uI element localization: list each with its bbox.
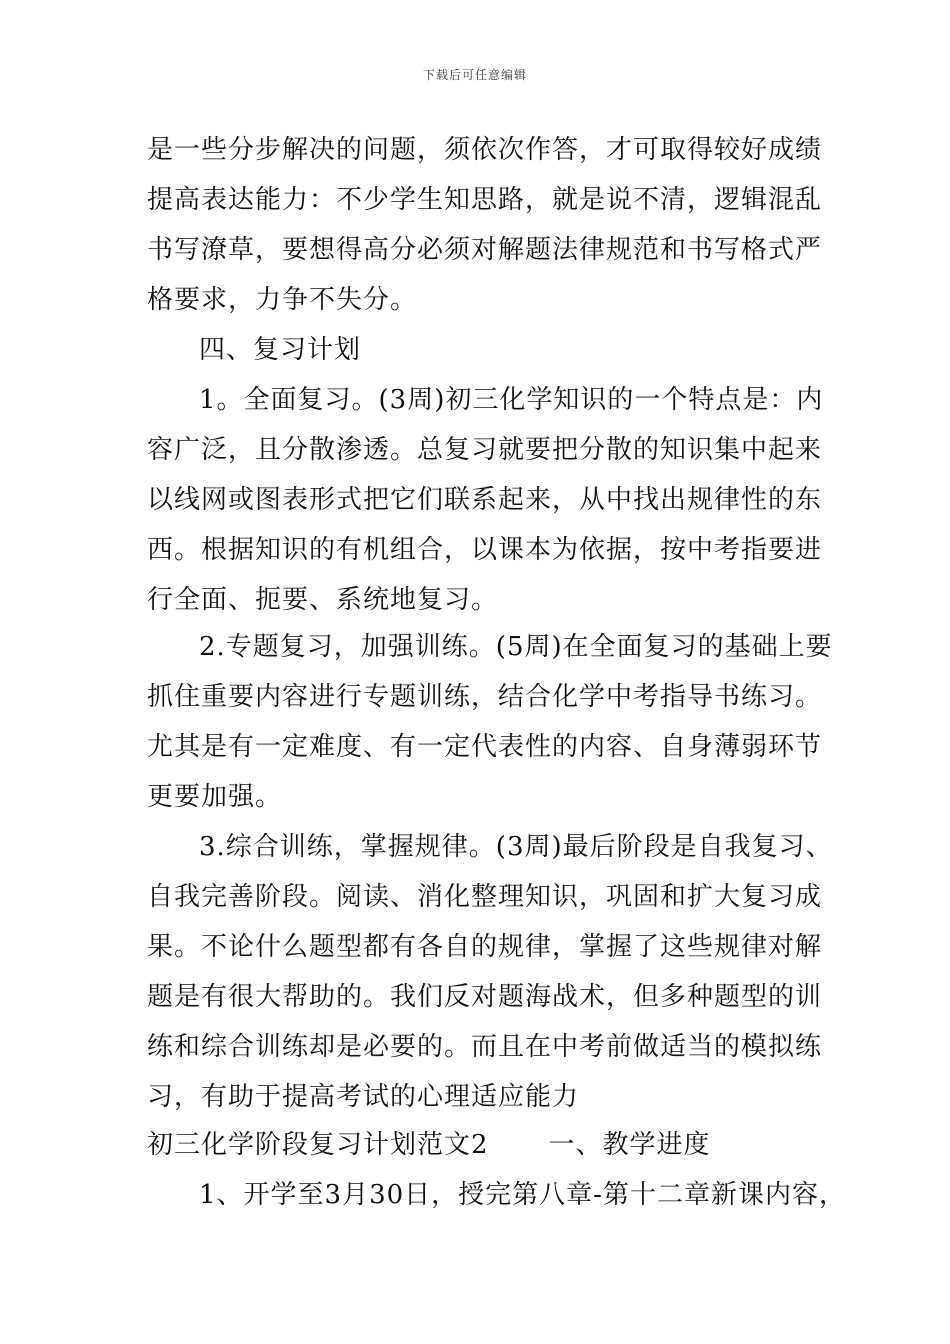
document-title: 初三化学阶段复习计划范文2 xyxy=(147,1130,489,1160)
body-line-last: 1、开学至3月30日，授完第八章-第十二章新课内容， xyxy=(199,1180,846,1210)
body-line-13: 尤其是有一定难度、有一定代表性的内容、自身薄弱环节 xyxy=(147,732,823,762)
body-line-19: 练和综合训练却是必要的。而且在中考前做适当的模拟练 xyxy=(147,1032,823,1062)
body-line-11: 2.专题复习，加强训练。(5周)在全面复习的基础上要 xyxy=(199,632,833,662)
page-header: 下载后可任意编辑 xyxy=(422,68,527,82)
document-title-line xyxy=(147,1130,711,1160)
body-line-20: 习，有助于提高考试的心理适应能力 xyxy=(147,1082,580,1112)
section-heading-progress: 一、教学进度 xyxy=(548,1130,711,1160)
body-line-3: 书写潦草，要想得高分必须对解题法律规范和书写格式严 xyxy=(147,235,823,265)
section-heading: 四、复习计划 xyxy=(199,335,362,365)
body-line-9: 西。根据知识的有机组合，以课本为依据，按中考指要进 xyxy=(147,535,823,565)
body-line-2: 提高表达能力：不少学生知思路，就是说不清，逻辑混乱 xyxy=(147,185,823,215)
body-line-10: 行全面、扼要、系统地复习。 xyxy=(147,585,499,615)
body-line-17: 果。不论什么题型都有各自的规律，掌握了这些规律对解 xyxy=(147,932,823,962)
body-line-18: 题是有很大帮助的。我们反对题海战术，但多种题型的训 xyxy=(147,982,823,1012)
body-line-14: 更要加强。 xyxy=(147,782,283,812)
body-line-4: 格要求，力争不失分。 xyxy=(147,285,418,315)
body-line-12: 抓住重要内容进行专题训练，结合化学中考指导书练习。 xyxy=(147,682,823,712)
body-line-1: 是一些分步解决的问题，须依次作答，才可取得较好成绩 xyxy=(147,135,823,165)
body-line-16: 自我完善阶段。阅读、消化整理知识，巩固和扩大复习成 xyxy=(147,882,823,912)
body-line-7: 容广泛，且分散渗透。总复习就要把分散的知识集中起来 xyxy=(147,435,823,465)
body-line-8: 以线网或图表形式把它们联系起来，从中找出规律性的东 xyxy=(147,485,823,515)
body-line-6: 1。全面复习。(3周)初三化学知识的一个特点是：内 xyxy=(199,385,824,415)
body-line-15: 3.综合训练，掌握规律。(3周)最后阶段是自我复习、 xyxy=(199,832,833,862)
